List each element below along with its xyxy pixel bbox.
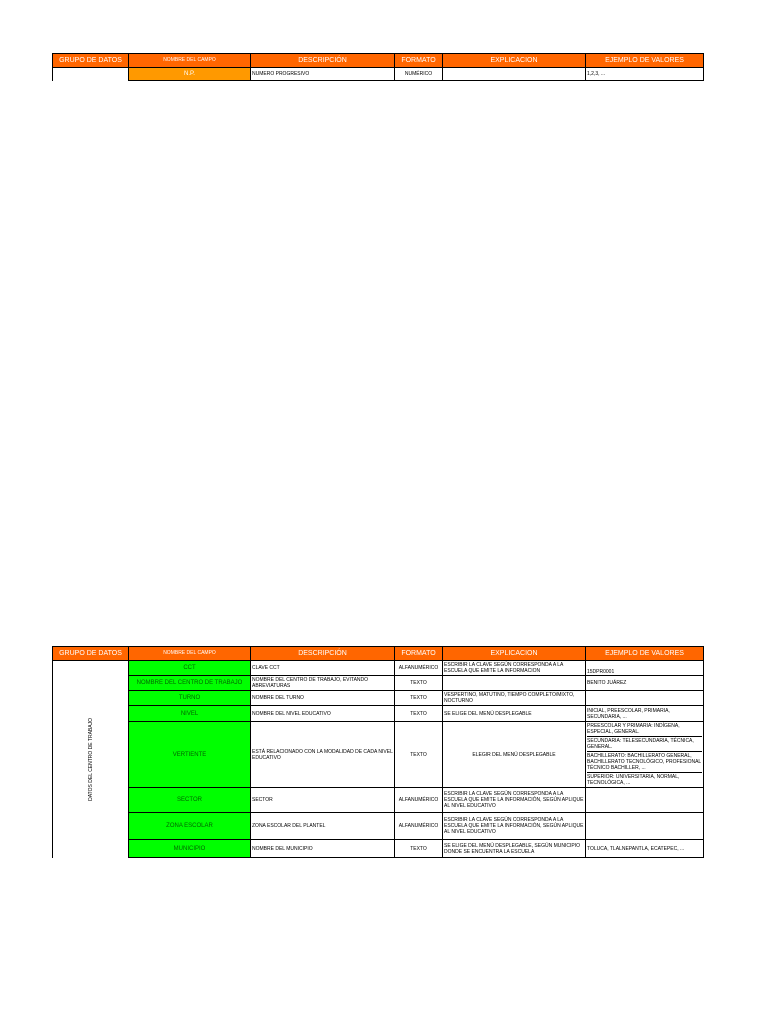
table-row [53, 68, 704, 81]
description-cell: ZONA ESCOLAR DEL PLANTEL [251, 813, 395, 840]
format-cell: TEXTO [395, 676, 443, 691]
example-line: BACHILLERATO: BACHILLERATO GENERAL, BACHILLERATO TECNOLÓGICO, PROFESIONAL TÉCNICO BACHILLER, ... [587, 753, 702, 771]
explanation-cell: SE ELIGE DEL MENÚ DESPLEGABLE, SEGÚN MUNICIPIO DONDE SE ENCUENTRA LA ESCUELA [443, 840, 586, 858]
example-cell: TOLUCA, TLALNEPANTLA, ECATEPEC, ... [586, 840, 704, 858]
description-cell: NOMBRE DEL TURNO [251, 691, 395, 706]
table-row [53, 691, 704, 706]
header-grupo: GRUPO DE DATOS [53, 647, 129, 661]
example-cell: INICIAL, PREESCOLAR, PRIMARIA, SECUNDARIA, ... [586, 706, 704, 722]
format-cell: TEXTO [395, 840, 443, 858]
format-cell: TEXTO [395, 706, 443, 722]
example-cell: BENITO JUÁREZ [586, 676, 704, 691]
example-line: PREESCOLAR Y PRIMARIA: INDÍGENA, ESPECIAL, GENERAL. [587, 722, 702, 737]
format-cell: TEXTO [395, 722, 443, 788]
table-row [53, 813, 704, 840]
table-row [53, 788, 704, 813]
header-explicacion: EXPLICACION [443, 647, 586, 661]
description-cell: SECTOR [251, 788, 395, 813]
explanation-cell: ESCRIBIR LA CLAVE SEGÚN CORRESPONDA A LA ESCUELA QUE EMITE LA INFORMACIÓN, SEGÚN APLIQUE AL NIVEL EDUCATIVO [443, 788, 586, 813]
description-cell: NOMBRE DEL CENTRO DE TRABAJO, EVITANDO ABREVIATURAS [251, 676, 395, 691]
description-cell: NOMBRE DEL MUNICIPIO [251, 840, 395, 858]
format-cell: ALFANUMÉRICO [395, 661, 443, 676]
field-name-cell: VERTIENTE [129, 722, 251, 788]
table-row [53, 706, 704, 722]
explanation-cell: ESCRIBIR LA CLAVE SEGÚN CORRESPONDA A LA ESCUELA QUE EMITE LA INFORMACION [443, 661, 586, 676]
header-ejemplo: EJEMPLO DE VALORES [586, 54, 704, 68]
explanation-cell: ELEGIR DEL MENÚ DESPLEGABLE [443, 722, 586, 788]
header-row [53, 54, 704, 68]
field-name-cell: SECTOR [129, 788, 251, 813]
table-row [53, 840, 704, 858]
spec-table-2 [52, 646, 704, 858]
explanation-cell [443, 68, 586, 81]
example-cell [586, 691, 704, 706]
format-cell: ALFANUMÉRICO [395, 788, 443, 813]
example-cell: 1,2,3, ... [586, 68, 704, 81]
header-explicacion: EXPLICACION [443, 54, 586, 68]
description-cell: ESTÁ RELACIONADO CON LA MODALIDAD DE CADA NIVEL EDUCATIVO [251, 722, 395, 788]
group-cell [53, 661, 129, 858]
example-cell [586, 813, 704, 840]
field-name-cell: TURNO [129, 691, 251, 706]
format-cell: ALFANUMÉRICO [395, 813, 443, 840]
description-cell: NOMBRE DEL NIVEL EDUCATIVO [251, 706, 395, 722]
group-cell [53, 68, 129, 81]
header-descripcion: DESCRIPCIÓN [251, 647, 395, 661]
explanation-cell: VESPERTINO, MATUTINO, TIEMPO COMPLETO/MIXTO, NOCTURNO [443, 691, 586, 706]
field-name-cell: MUNICIPIO [129, 840, 251, 858]
format-cell: TEXTO [395, 691, 443, 706]
header-campo: NOMBRE DEL CAMPO [129, 54, 251, 68]
header-formato: FORMATO [395, 647, 443, 661]
explanation-cell [443, 676, 586, 691]
header-ejemplo: EJEMPLO DE VALORES [586, 647, 704, 661]
group-label: DATOS DEL CENTRO DE TRABAJO [87, 717, 94, 801]
field-name-cell: NIVEL [129, 706, 251, 722]
example-cell [586, 722, 704, 788]
header-campo: NOMBRE DEL CAMPO [129, 647, 251, 661]
description-cell: CLAVE CCT [251, 661, 395, 676]
format-cell: NUMÉRICO [395, 68, 443, 81]
explanation-cell: ESCRIBIR LA CLAVE SEGÚN CORRESPONDA A LA ESCUELA QUE EMITE LA INFORMACIÓN, SEGÚN APLIQUE AL NIVEL EDUCATIVO [443, 813, 586, 840]
explanation-cell: SE ELIGE DEL MENÚ DESPLEGABLE [443, 706, 586, 722]
table-row [53, 661, 704, 676]
example-cell: 15DPR0001 [586, 661, 704, 676]
header-row [53, 647, 704, 661]
table-row [53, 722, 704, 788]
field-name-cell: ZONA ESCOLAR [129, 813, 251, 840]
field-name-cell: CCT [129, 661, 251, 676]
header-descripcion: DESCRIPCIÓN [251, 54, 395, 68]
field-name-cell: NOMBRE DEL CENTRO DE TRABAJO [129, 676, 251, 691]
description-cell: NUMERO PROGRESIVO [251, 68, 395, 81]
example-line: SUPERIOR: UNIVERSITARIA, NORMAL, TECNOLÓGICA, ... [587, 774, 680, 786]
table-row [53, 676, 704, 691]
example-cell [586, 788, 704, 813]
header-formato: FORMATO [395, 54, 443, 68]
example-line: SECUNDARIA: TELESECUNDARIA, TÉCNICA, GENERAL. [587, 737, 702, 752]
spec-table-1 [52, 53, 704, 81]
header-grupo: GRUPO DE DATOS [53, 54, 129, 68]
field-name-cell: N.P. [129, 68, 251, 81]
